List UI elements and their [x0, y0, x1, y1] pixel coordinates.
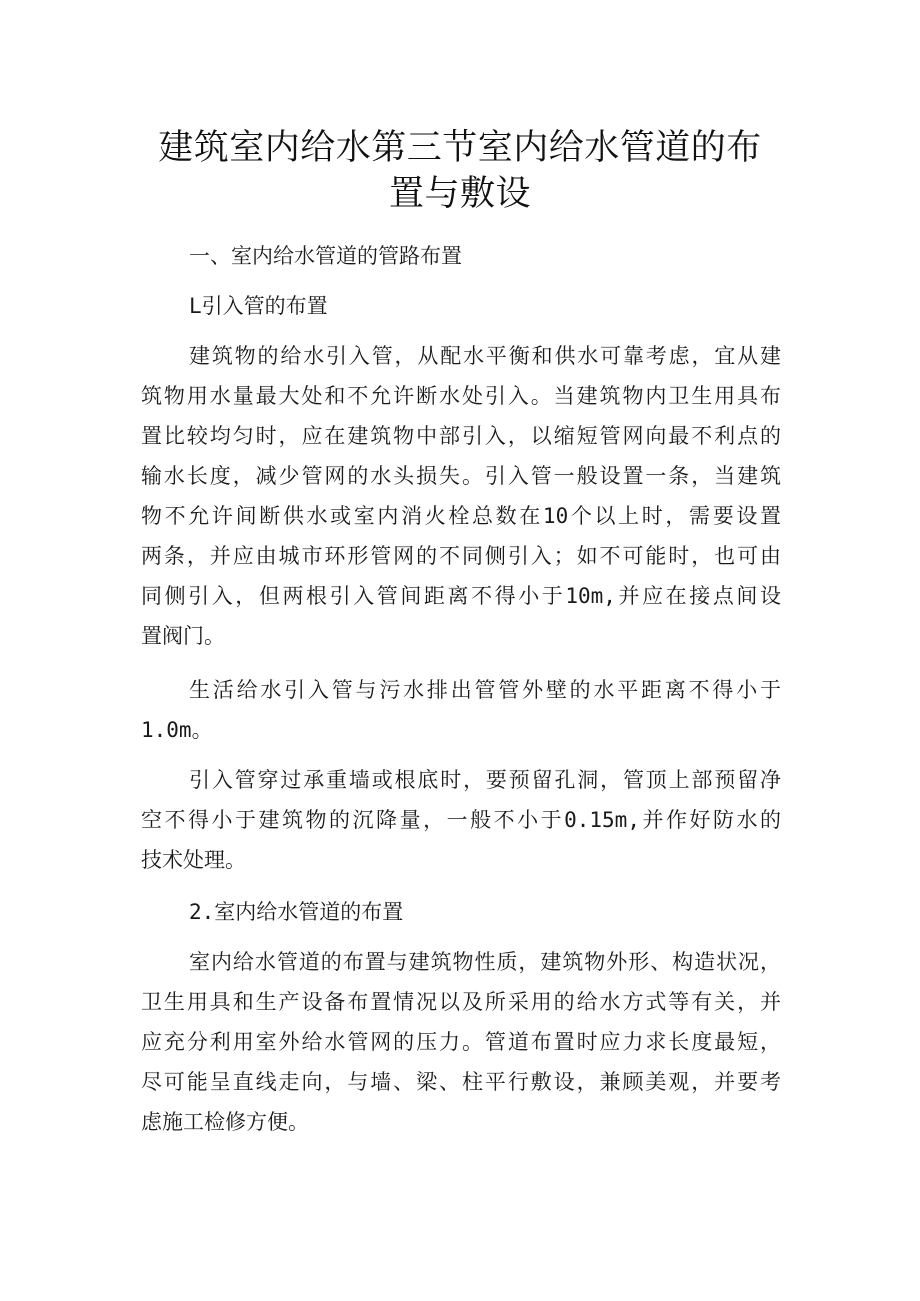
- paragraph-4-line-1: 室内给水管道的布置与建筑物性质，建筑物外形、构造状况，: [189, 950, 781, 974]
- paragraph-4-line-4: 尽可能呈直线走向，与墙、梁、柱平行敷设，兼顾美观，并要考: [141, 1070, 781, 1094]
- paragraph-3-line-1: 引入管穿过承重墙或根底时，要预留孔洞，管顶上部预留净: [189, 768, 781, 792]
- paragraph-2-line-1: 生活给水引入管与污水排出管管外壁的水平距离不得小于: [189, 678, 781, 702]
- paragraph-4-line-2: 卫生用具和生产设备布置情况以及所采用的给水方式等有关，并: [141, 990, 781, 1014]
- paragraph-1-line-8: 置阀门。: [141, 624, 225, 648]
- subsection-heading-2: 2.室内给水管道的布置: [189, 900, 404, 924]
- paragraph-1-line-1: 建筑物的给水引入管，从配水平衡和供水可靠考虑，宜从建: [189, 344, 781, 368]
- paragraph-2-line-2: 1.0m。: [141, 718, 213, 742]
- paragraph-3-line-2: 空不得小于建筑物的沉降量，一般不小于0.15m,并作好防水的: [141, 808, 781, 832]
- document-title-line-1: 建筑室内给水第三节室内给水管道的布: [158, 128, 762, 168]
- paragraph-1-line-5: 物不允许间断供水或室内消火栓总数在10个以上时，需要设置: [141, 504, 781, 528]
- section-heading-1: 一、室内给水管道的管路布置: [189, 244, 462, 268]
- paragraph-4-line-5: 虑施工检修方便。: [141, 1110, 309, 1134]
- paragraph-1-line-6: 两条，并应由城市环形管网的不同侧引入；如不可能时，也可由: [141, 544, 781, 568]
- paragraph-1-line-4: 输水长度，减少管网的水头损失。引入管一般设置一条，当建筑: [141, 464, 781, 488]
- paragraph-1-line-2: 筑物用水量最大处和不允许断水处引入。当建筑物内卫生用具布: [141, 384, 781, 408]
- document-title-line-2: 置与敷设: [388, 174, 531, 214]
- paragraph-4-line-3: 应充分利用室外给水管网的压力。管道布置时应力求长度最短，: [141, 1030, 781, 1054]
- paragraph-3-line-3: 技术处理。: [141, 848, 246, 872]
- subsection-heading-1: L引入管的布置: [189, 294, 328, 318]
- paragraph-1-line-7: 同侧引入，但两根引入管间距离不得小于10m,并应在接点间设: [141, 584, 781, 608]
- paragraph-1-line-3: 置比较均匀时，应在建筑物中部引入，以缩短管网向最不利点的: [141, 424, 781, 448]
